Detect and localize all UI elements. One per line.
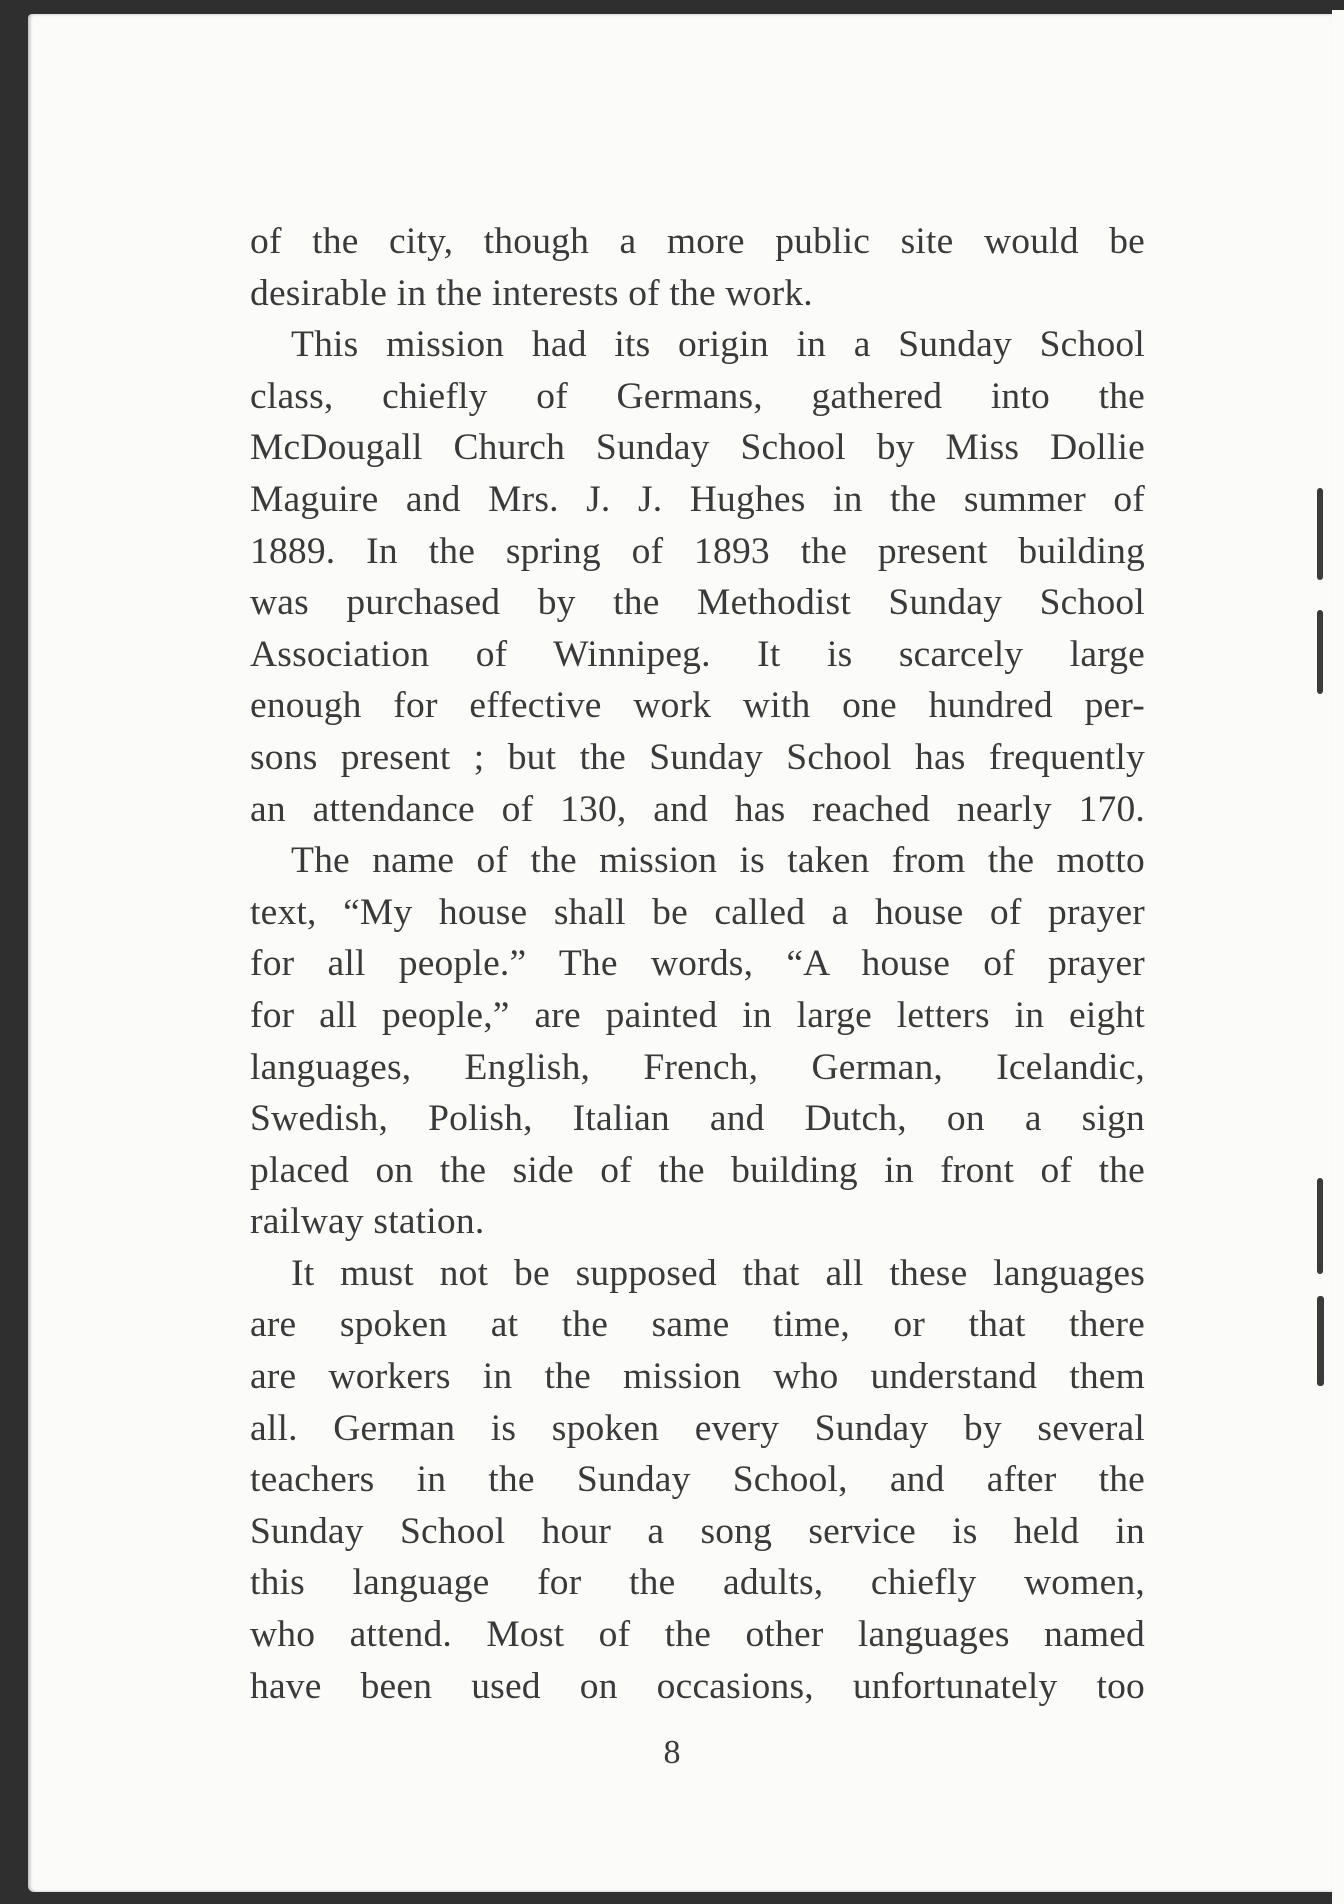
text-line: Association of Winnipeg. It is scarcely large (250, 633, 1145, 675)
text-line: an attendance of 130, and has reached nearly 170. (250, 788, 1145, 830)
text-line: The name of the mission is taken from the motto (291, 840, 1145, 882)
text-line: This mission had its origin in a Sunday School (291, 324, 1145, 366)
text-line: are spoken at the same time, or that there (250, 1304, 1145, 1346)
text-line: teachers in the Sunday School, and after the (250, 1459, 1145, 1501)
text-line: It must not be supposed that all these languages (291, 1252, 1145, 1294)
text-line: enough for effective work with one hundred per- (250, 685, 1145, 727)
text-line: McDougall Church Sunday School by Miss Dollie (250, 427, 1145, 469)
text-line: for all people,” are painted in large letters in eight (250, 994, 1145, 1036)
binding-mark (1317, 1296, 1324, 1386)
text-line: 1889. In the spring of 1893 the present building (250, 530, 1145, 572)
text-line: have been used on occasions, unfortunately too (250, 1665, 1145, 1707)
text-line: all. German is spoken every Sunday by several (250, 1407, 1145, 1449)
text-line: of the city, though a more public site would be (250, 221, 1145, 262)
text-line: class, chiefly of Germans, gathered into the (250, 375, 1145, 417)
binding-mark (1317, 1178, 1323, 1274)
text-line: was purchased by the Methodist Sunday School (250, 582, 1145, 624)
text-line: for all people.” The words, “A house of prayer (250, 943, 1145, 985)
text-line: sons present ; but the Sunday School has frequently (250, 736, 1145, 778)
text-line: placed on the side of the building in front of the (250, 1149, 1145, 1191)
text-line: Swedish, Polish, Italian and Dutch, on a sign (250, 1098, 1145, 1140)
page-number: 8 (663, 1734, 681, 1771)
text-line: are workers in the mission who understand them (250, 1356, 1145, 1398)
body-text (250, 216, 1145, 1712)
text-line: Maguire and Mrs. J. J. Hughes in the summer of (250, 478, 1145, 520)
text-line: Sunday School hour a song service is held in (250, 1510, 1145, 1552)
binding-mark (1317, 610, 1323, 694)
text-line: this language for the adults, chiefly women, (250, 1562, 1145, 1604)
text-line: languages, English, French, German, Icelandic, (250, 1046, 1145, 1088)
binding-mark (1317, 488, 1323, 580)
text-line: railway station. (250, 1201, 485, 1243)
text-line: who attend. Most of the other languages named (250, 1614, 1145, 1656)
text-line: text, “My house shall be called a house of prayer (250, 891, 1145, 933)
text-line: desirable in the interests of the work. (250, 272, 813, 314)
page-right-edge (1332, 10, 1344, 1904)
